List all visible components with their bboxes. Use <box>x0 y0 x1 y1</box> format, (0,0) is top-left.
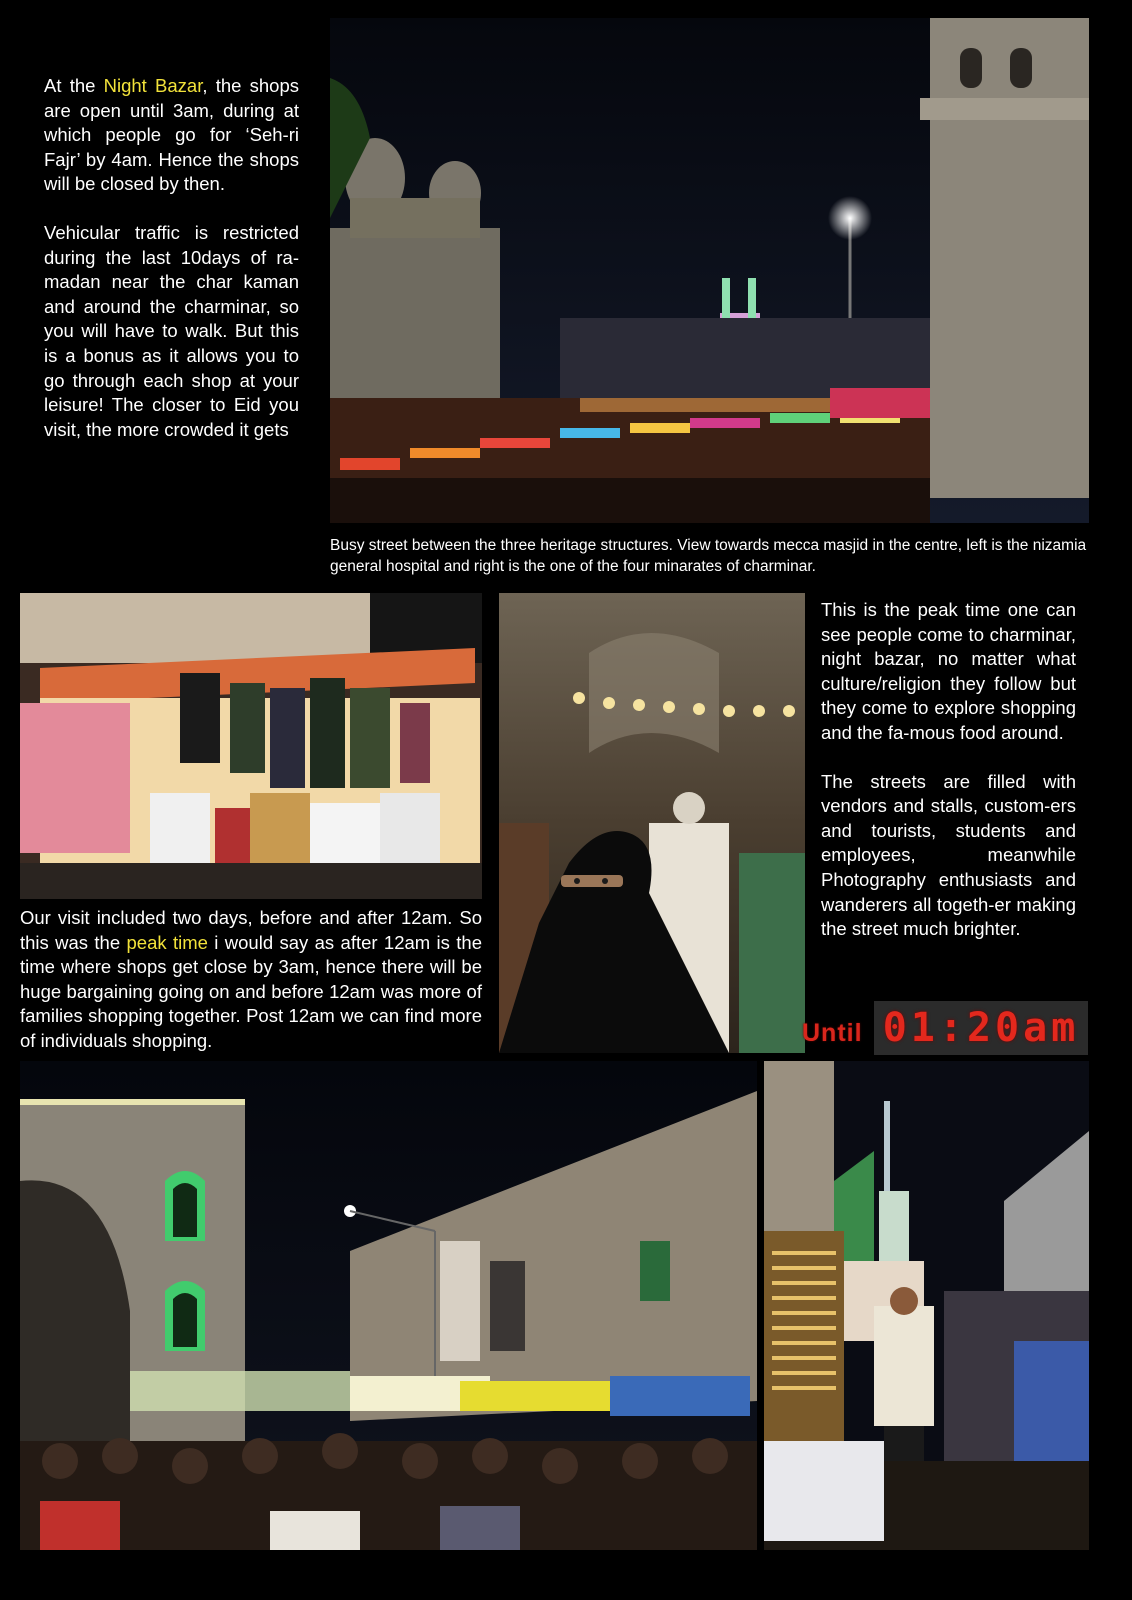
visit-text: Our visit included two days, before and after 12am. So this was the peak time i would say as after 12am is the time where shops get close by 3am, hence there will be huge bargaining going on and before 12am was more of families shopping together. Post 12am we can find more of individuals shopping. <box>20 907 482 1051</box>
peak-text <box>821 598 1076 942</box>
intro-paragraph-1: At the Night Bazar, the shops are open until 3am, during at which people go for ‘Seh-ri Fajr’ by 4am. Hence the shops will be closed by then. <box>44 75 299 195</box>
photo-bangle-stalls <box>764 1061 1089 1550</box>
photo-busy-street <box>330 18 1089 523</box>
until-label: Until <box>802 1019 863 1047</box>
intro-text <box>44 74 299 442</box>
night-bazar-highlight: Night Bazar <box>103 75 203 96</box>
photo-clothing-stall <box>20 593 482 899</box>
until-time-display: 01:20am <box>874 1001 1088 1055</box>
peak-paragraph-1: This is the peak time one can see people come to charminar, night bazar, no matter what culture/religion they follow but they come to explore shopping and the fa-mous food around. <box>821 599 1076 743</box>
peak-paragraph-2: The streets are filled with vendors and stalls, custom-ers and tourists, students and employees, meanwhile Photography enthusiasts and wanderers all togeth-er making the street much brighter. <box>821 770 1076 940</box>
caption-busy-street: Busy street between the three heritage structures. View towards mecca masjid in the centre, left is the nizamia general hospital and right is the one of the four minarates of charminar. <box>330 537 1087 575</box>
peak-time-highlight: peak time <box>126 931 208 953</box>
photo-charkaman-street <box>20 1061 757 1550</box>
photo-woman-niqab <box>499 593 805 1053</box>
intro-paragraph-2: Vehicular traffic is restricted during the last 10days of ra-madan near the char kaman and around the charminar, so you will have to walk. But this is a bonus as it allows you to go through each shop at your leisure! The closer to Eid you visit, the more crowded it gets <box>44 221 299 440</box>
